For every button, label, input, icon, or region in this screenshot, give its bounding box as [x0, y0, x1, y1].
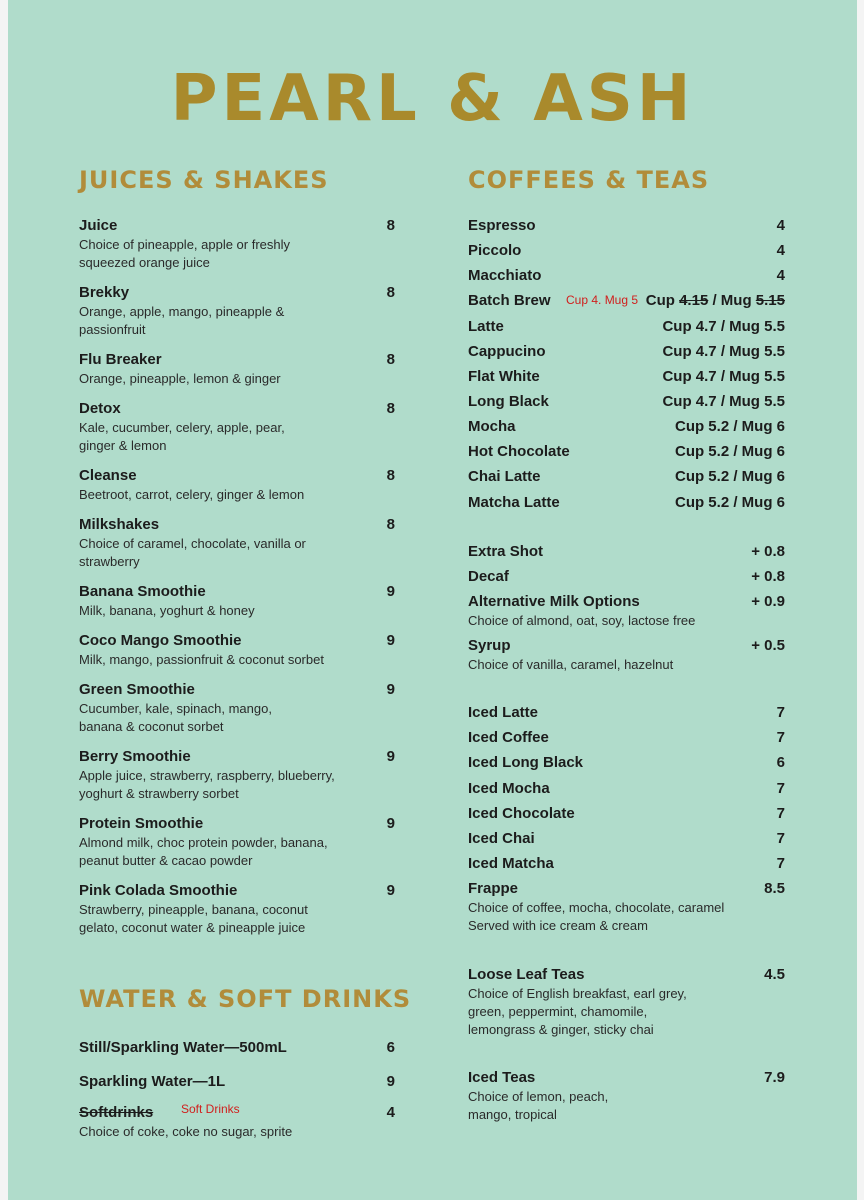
- menu-item: Green Smoothie Cucumber, kale, spinach, mango, banana & coconut sorbet: [79, 681, 272, 734]
- menu-item: Matcha Latte: [468, 494, 560, 511]
- item-price: Cup 4.7 / Mug 5.5: [662, 318, 785, 335]
- item-price: 7: [776, 780, 785, 797]
- item-price: 4.5: [764, 966, 785, 983]
- menu-item: Flat White: [468, 368, 540, 385]
- item-price: Cup 5.2 / Mug 6: [674, 418, 785, 435]
- item-price: 8: [386, 217, 395, 234]
- menu-item: Still/Sparkling Water—500mL: [79, 1039, 287, 1056]
- section-title-water: WATER & SOFT DRINKS: [79, 985, 412, 1013]
- menu-item: Hot Chocolate: [468, 443, 570, 460]
- item-price: 9: [386, 815, 395, 832]
- item-price: Cup 4.7 / Mug 5.5: [662, 368, 785, 385]
- menu-item: Cappucino: [468, 343, 546, 360]
- menu-item: Banana Smoothie Milk, banana, yoghurt & honey: [79, 583, 255, 618]
- item-price: + 0.8: [751, 568, 785, 585]
- item-price: 4: [776, 267, 785, 284]
- item-price: + 0.5: [751, 637, 785, 654]
- item-price: 9: [386, 882, 395, 899]
- item-price: + 0.8: [751, 543, 785, 560]
- menu-sheet: [8, 0, 857, 1200]
- menu-item: Juice Choice of pineapple, apple or freshly squeezed orange juice: [79, 217, 291, 270]
- item-price: 9: [386, 681, 395, 698]
- menu-item: Decaf: [468, 568, 509, 585]
- menu-item: Latte: [468, 318, 504, 335]
- item-price: 8: [386, 351, 395, 368]
- menu-item: Pink Colada Smoothie Strawberry, pineapple, banana, coconut gelato, coconut water & pineapple juice: [79, 882, 308, 935]
- item-price: 9: [386, 1073, 395, 1090]
- menu-item: Frappe Choice of coffee, mocha, chocolate, caramel Served with ice cream & cream: [468, 880, 725, 933]
- menu-item: Iced Long Black: [468, 754, 584, 771]
- item-price: 4: [776, 242, 785, 259]
- menu-item: Iced Chai: [468, 830, 535, 847]
- item-price: Cup 5.2 / Mug 6: [674, 443, 785, 460]
- item-price: 8: [386, 284, 395, 301]
- menu-item: Flu Breaker Orange, pineapple, lemon & ginger: [79, 351, 281, 386]
- menu-item: Coco Mango Smoothie Milk, mango, passionfruit & coconut sorbet: [79, 632, 324, 667]
- item-price: 7: [776, 830, 785, 847]
- item-price: 7: [776, 855, 785, 872]
- menu-item: Cleanse Beetroot, carrot, celery, ginger & lemon: [79, 467, 305, 502]
- item-price: 7: [776, 704, 785, 721]
- menu-item: Brekky Orange, apple, mango, pineapple & passionfruit: [79, 284, 285, 337]
- item-price: 9: [386, 583, 395, 600]
- item-price: + 0.9: [751, 593, 785, 610]
- menu-item: Berry Smoothie Apple juice, strawberry, raspberry, blueberry, yoghurt & strawberry sorbet: [79, 748, 335, 801]
- item-price: Cup 5.2 / Mug 6: [674, 494, 785, 511]
- menu-item: Piccolo: [468, 242, 522, 259]
- section-title-coffees: COFFEES & TEAS: [468, 166, 710, 194]
- menu-item: Mocha: [468, 418, 516, 435]
- item-price: 6: [776, 754, 785, 771]
- item-price: 8: [386, 467, 395, 484]
- item-price: Cup 5.2 / Mug 6: [674, 468, 785, 485]
- item-price: 8: [386, 516, 395, 533]
- item-price: Cup 4.15 / Mug 5.15: [645, 292, 785, 309]
- handwritten-correction: Cup 4. Mug 5: [566, 293, 639, 307]
- item-price: 6: [386, 1039, 395, 1056]
- item-price: 7: [776, 729, 785, 746]
- menu-item: Loose Leaf Teas Choice of English breakfast, earl grey, green, peppermint, chamomile, lemongrass & ginger, sticky chai: [468, 966, 687, 1037]
- menu-item: Iced Coffee: [468, 729, 549, 746]
- menu-item: Syrup Choice of vanilla, caramel, hazelnut: [468, 637, 674, 672]
- item-price: 8.5: [764, 880, 785, 897]
- item-price: 8: [386, 400, 395, 417]
- menu-item: Alternative Milk Options Choice of almond, oat, soy, lactose free: [468, 593, 696, 628]
- menu-item: Extra Shot: [468, 543, 544, 560]
- menu-item: Chai Latte: [468, 468, 541, 485]
- item-price: 7.9: [764, 1069, 785, 1086]
- menu-item: Batch Brew: [468, 292, 551, 309]
- menu-item: Milkshakes Choice of caramel, chocolate, vanilla or strawberry: [79, 516, 306, 569]
- item-price: Cup 4.7 / Mug 5.5: [662, 343, 785, 360]
- menu-item: Espresso: [468, 217, 536, 234]
- menu-item: Softdrinks Choice of coke, coke no sugar, sprite: [79, 1104, 293, 1139]
- menu-item: Iced Teas Choice of lemon, peach, mango, tropical: [468, 1069, 609, 1122]
- menu-item: Detox Kale, cucumber, celery, apple, pear, ginger & lemon: [79, 400, 285, 453]
- menu-item: Iced Matcha: [468, 855, 554, 872]
- menu-item: Sparkling Water—1L: [79, 1073, 226, 1090]
- menu-item: Iced Latte: [468, 704, 539, 721]
- item-price: 4: [776, 217, 785, 234]
- menu-item: Iced Chocolate: [468, 805, 575, 822]
- menu-item: Protein Smoothie Almond milk, choc protein powder, banana, peanut butter & cacao powder: [79, 815, 328, 868]
- item-price: 9: [386, 748, 395, 765]
- item-price: Cup 4.7 / Mug 5.5: [662, 393, 785, 410]
- item-price: 9: [386, 632, 395, 649]
- menu-item: Iced Mocha: [468, 780, 550, 797]
- menu-item: Macchiato: [468, 267, 542, 284]
- handwritten-correction: Soft Drinks: [181, 1102, 240, 1116]
- section-title-juices: JUICES & SHAKES: [79, 166, 329, 194]
- item-price: 7: [776, 805, 785, 822]
- item-price: 4: [386, 1104, 395, 1121]
- brand-title: PEARL & ASH: [170, 62, 695, 136]
- menu-item: Long Black: [468, 393, 549, 410]
